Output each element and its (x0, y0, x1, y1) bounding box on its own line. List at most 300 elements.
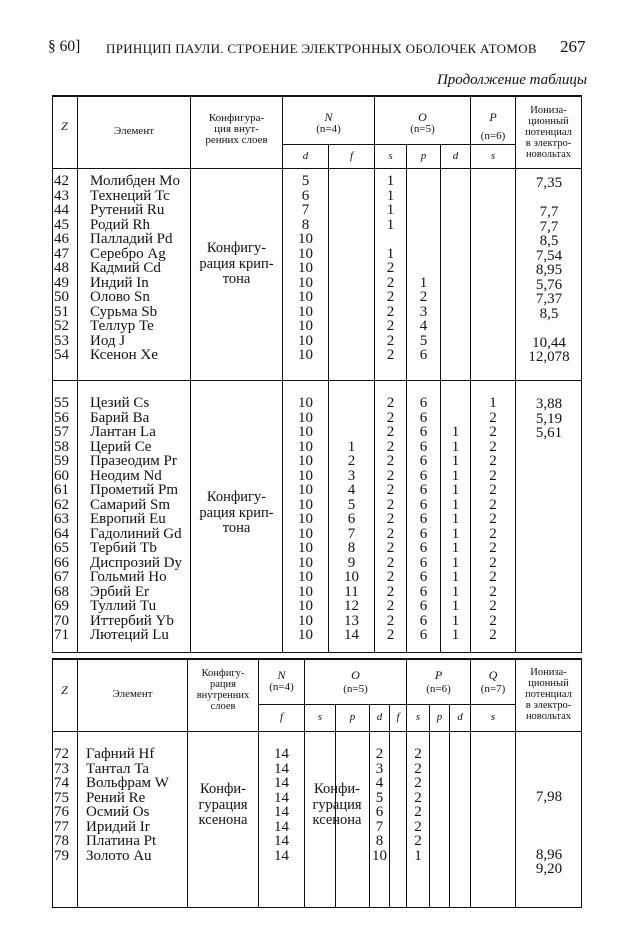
n-d-cell: 10 (298, 467, 313, 484)
o-d-cell: 1 (451, 598, 460, 614)
element-name-cell: Осмий Os (86, 804, 150, 820)
element-name-cell: Серебро Ag (90, 245, 166, 262)
t2-sub-s: s (317, 711, 323, 723)
n-f-cell: 13 (344, 612, 359, 629)
block2-ionization-column (520, 397, 578, 644)
o-d-cell: 1 (451, 612, 460, 629)
z-cell: 68 (54, 583, 69, 600)
t2-config-o: Конфи- гурация ксенона (312, 781, 362, 828)
ionization-cell: 5,76 (535, 276, 563, 293)
p-s-cell: 2 (414, 789, 422, 806)
t2-header-z: Z (61, 683, 68, 697)
z-cell: 73 (54, 760, 69, 777)
z-cell: 49 (54, 274, 69, 291)
p-s-cell: 2 (414, 833, 422, 849)
ionization-cell (520, 441, 578, 456)
n-d-cell: 10 (298, 482, 313, 498)
element-name-cell: Барий Ba (90, 409, 150, 426)
block1-ionization-column (520, 176, 578, 365)
t2-sub-s3: s (490, 711, 496, 723)
o-d-cell (441, 174, 470, 189)
n-f-cell: 4 (347, 482, 356, 498)
z-cell: 51 (54, 303, 69, 320)
p-s-cell (471, 247, 515, 262)
n-d-cell: 10 (298, 583, 313, 600)
o-s-cell: 2 (386, 525, 395, 542)
p-s-cell: 2 (489, 424, 497, 440)
o-p-cell: 1 (419, 274, 428, 291)
o-d-cell: 3 (375, 760, 384, 777)
n-d-cell: 10 (298, 303, 313, 320)
o-s-cell: 1 (386, 187, 395, 204)
o-s-cell: 2 (386, 409, 395, 426)
t2-sub-d: d (376, 711, 383, 723)
o-p-cell: 6 (419, 612, 428, 629)
o-d-cell (441, 247, 470, 262)
z-cell: 42 (54, 173, 69, 189)
o-s-cell: 1 (386, 245, 395, 262)
o-s-cell: 2 (386, 332, 395, 349)
o-s-cell: 2 (386, 289, 395, 305)
t2-o-d-column (370, 747, 389, 863)
z-cell: 53 (54, 332, 69, 349)
page-number: 267 (560, 37, 586, 56)
z-cell: 78 (54, 833, 69, 849)
block2-n-d-column (283, 396, 328, 643)
header-element: Элемент (113, 125, 155, 137)
t2-sub-s2: s (415, 711, 421, 723)
o-p-cell: 6 (419, 409, 428, 426)
n-f-cell: 14 (274, 847, 289, 864)
p-s-cell (471, 261, 515, 276)
n-d-cell: 5 (301, 173, 310, 189)
n-d-cell: 10 (298, 438, 313, 455)
o-d-cell (441, 334, 470, 349)
o-p-cell: 4 (419, 318, 428, 334)
header-sub-d: d (302, 150, 309, 162)
block1-o-s-column (375, 174, 406, 363)
z-cell: 67 (54, 569, 69, 585)
z-cell: 71 (54, 627, 69, 643)
o-d-cell: 1 (451, 496, 460, 513)
ionization-cell: 7,35 (535, 175, 563, 191)
block1-config: Конфигу- рация крип- тона (199, 240, 274, 287)
header-ionization: Иониза- ционный потенциал в электро- новольтах (525, 105, 572, 160)
n-d-cell: 10 (298, 274, 313, 291)
o-d-cell: 8 (375, 833, 384, 849)
n-f-cell: 1 (347, 438, 356, 455)
p-s-cell: 2 (489, 554, 497, 571)
t2-header-ionization: Иониза- ционный потенциал в электро- новольтах (525, 667, 572, 722)
element-name-cell: Олово Sn (90, 289, 150, 305)
n-d-cell: 10 (298, 511, 313, 527)
element-name-cell: Европий Eu (90, 511, 166, 527)
z-cell: 55 (54, 395, 69, 411)
o-d-cell: 1 (451, 627, 460, 643)
n-f-cell: 9 (347, 554, 356, 571)
o-p-cell: 6 (419, 453, 428, 469)
o-s-cell: 2 (386, 260, 395, 276)
ionization-cell: 8,5 (539, 305, 559, 322)
n-f-cell (329, 218, 374, 233)
o-s-cell: 2 (386, 612, 395, 629)
block1-element-column (90, 174, 180, 363)
block2-o-p-column (407, 396, 440, 643)
z-cell: 70 (54, 612, 69, 629)
o-d-cell: 1 (451, 424, 460, 440)
n-f-cell (329, 290, 374, 305)
p-s-cell: 2 (414, 775, 422, 791)
o-p-cell: 6 (419, 554, 428, 571)
t2-header-p-shell: P (434, 668, 443, 682)
ionization-cell: 5,19 (535, 410, 563, 427)
p-s-cell: 2 (489, 409, 497, 426)
p-s-cell: 2 (414, 760, 422, 777)
element-name-cell: Родий Rh (90, 216, 150, 233)
z-cell: 76 (54, 804, 69, 820)
ionization-cell: 7,37 (535, 291, 563, 307)
element-name-cell: Гольмий Ho (90, 569, 167, 585)
p-s-cell (471, 232, 515, 247)
o-s-cell: 2 (386, 395, 395, 411)
t2-header-n-value: (n=4) (269, 681, 294, 693)
o-p-cell: 6 (419, 511, 428, 527)
element-name-cell: Тантал Ta (86, 760, 150, 777)
o-p-cell: 6 (419, 540, 428, 556)
p-s-cell: 2 (489, 583, 497, 600)
header-sub-f: f (349, 150, 354, 162)
o-s-cell: 2 (386, 453, 395, 469)
t2-sub-p2: p (436, 711, 443, 723)
element-name-cell: Золото Au (86, 847, 152, 864)
block1-o-d-column (441, 174, 470, 363)
ionization-cell: 5,61 (535, 425, 563, 441)
n-f-cell: 12 (344, 598, 359, 614)
o-d-cell (441, 232, 470, 247)
block2-p-s-column (471, 396, 515, 643)
element-name-cell: Индий In (90, 274, 149, 291)
z-cell: 50 (54, 289, 69, 305)
p-s-cell: 2 (489, 482, 497, 498)
p-s-cell: 2 (489, 496, 497, 513)
n-f-cell (329, 425, 374, 440)
o-d-cell (441, 276, 470, 291)
p-s-cell (471, 189, 515, 204)
n-f-cell (329, 411, 374, 426)
o-p-cell: 3 (419, 303, 428, 320)
o-p-cell: 6 (419, 438, 428, 455)
ionization-cell (520, 191, 578, 206)
o-s-cell: 1 (386, 216, 395, 233)
t2-header-q-shell: Q (488, 668, 498, 682)
ionization-cell (520, 321, 578, 336)
element-name-cell: Гадолиний Gd (90, 525, 182, 542)
o-d-cell (441, 261, 470, 276)
n-d-cell: 10 (298, 318, 313, 334)
header-config: Конфигура- ция внут- ренних слоев (205, 112, 268, 146)
element-name-cell: Цезий Cs (90, 395, 150, 411)
z-cell: 45 (54, 216, 69, 233)
p-s-cell: 2 (489, 467, 497, 484)
o-s-cell: 2 (386, 482, 395, 498)
ionization-cell (520, 775, 578, 790)
n-f-cell (329, 396, 374, 411)
z-cell: 64 (54, 525, 69, 542)
element-name-cell: Лантан La (90, 424, 156, 440)
o-d-cell (441, 305, 470, 320)
n-f-cell: 14 (274, 804, 289, 820)
n-f-cell: 14 (274, 760, 289, 777)
n-f-cell: 14 (274, 818, 289, 835)
o-p-cell: 6 (419, 583, 428, 600)
p-s-cell (471, 203, 515, 218)
o-d-cell: 1 (451, 467, 460, 484)
n-d-cell: 10 (298, 554, 313, 571)
element-name-cell: Кадмий Cd (90, 260, 161, 276)
header-sub-p: p (420, 150, 427, 162)
o-s-cell: 2 (386, 274, 395, 291)
o-d-cell: 1 (451, 540, 460, 556)
t2-header-element: Элемент (112, 688, 153, 700)
o-p-cell: 6 (419, 525, 428, 542)
z-cell: 63 (54, 511, 69, 527)
o-d-cell: 4 (375, 775, 384, 791)
o-d-cell: 7 (375, 818, 384, 835)
o-d-cell (441, 348, 470, 363)
n-f-cell (329, 305, 374, 320)
n-f-cell: 11 (344, 583, 359, 600)
t2-header-o-shell: O (351, 668, 360, 682)
ionization-cell (520, 629, 578, 644)
o-d-cell (441, 411, 470, 426)
ionization-cell (520, 528, 578, 543)
element-name-cell: Вольфрам W (86, 775, 169, 791)
t2-config-inner: Конфи- гурация ксенона (198, 781, 248, 828)
p-s-cell (471, 218, 515, 233)
n-d-cell: 10 (298, 598, 313, 614)
ionization-cell (520, 615, 578, 630)
n-d-cell: 8 (301, 216, 310, 233)
t2-header-p-value: (n=6) (426, 683, 451, 695)
t2-sub-f: f (279, 711, 284, 723)
ionization-cell (520, 819, 578, 834)
element-name-cell: Эрбий Er (90, 583, 149, 600)
element-name-cell: Церий Ce (90, 438, 152, 455)
n-d-cell: 10 (298, 525, 313, 542)
p-s-cell (471, 276, 515, 291)
n-f-cell: 6 (347, 511, 356, 527)
ionization-cell (520, 484, 578, 499)
o-p-cell: 6 (419, 627, 428, 643)
o-s-cell: 2 (386, 569, 395, 585)
block2-element-column (90, 396, 182, 643)
o-d-cell: 1 (451, 554, 460, 571)
o-d-cell: 2 (375, 746, 384, 762)
z-cell: 66 (54, 554, 69, 571)
n-f-cell (329, 334, 374, 349)
t2-z-column (54, 747, 76, 863)
p-s-cell: 2 (414, 746, 422, 762)
p-s-cell (471, 290, 515, 305)
o-d-cell (441, 189, 470, 204)
z-cell: 44 (54, 202, 69, 218)
o-p-cell: 5 (419, 332, 428, 349)
p-s-cell: 2 (414, 818, 422, 835)
continuation-label: Продолжение таблицы (436, 72, 587, 88)
z-cell: 52 (54, 318, 69, 334)
element-name-cell: Сурьма Sb (90, 303, 158, 320)
z-cell: 43 (54, 187, 69, 204)
z-cell: 56 (54, 409, 69, 426)
o-d-cell (441, 203, 470, 218)
z-cell: 59 (54, 453, 69, 469)
header-z: Z (61, 119, 68, 133)
n-f-cell: 10 (344, 569, 359, 585)
p-s-cell: 2 (489, 598, 497, 614)
p-s-cell: 2 (489, 453, 497, 469)
o-p-cell (407, 261, 440, 276)
n-d-cell: 10 (298, 627, 313, 643)
n-d-cell: 10 (298, 424, 313, 440)
o-d-cell: 1 (451, 525, 460, 542)
p-s-cell: 2 (489, 438, 497, 455)
p-s-cell (471, 348, 515, 363)
o-s-cell: 2 (386, 583, 395, 600)
element-name-cell: Лютеций Lu (90, 627, 169, 643)
t2-n-f-column (259, 747, 304, 863)
ionization-cell: 8,5 (539, 233, 559, 249)
o-d-cell: 10 (372, 847, 387, 864)
p-s-cell (471, 174, 515, 189)
o-p-cell (407, 218, 440, 233)
ionization-cell: 7,7 (539, 204, 559, 220)
z-cell: 47 (54, 245, 69, 262)
o-s-cell: 2 (386, 438, 395, 455)
block1-o-p-column (407, 174, 440, 363)
header-sub-s2: s (490, 150, 496, 162)
element-name-cell: Гафний Hf (86, 746, 155, 762)
n-d-cell: 10 (298, 496, 313, 513)
header-n-value: (n=4) (316, 123, 341, 135)
o-s-cell: 1 (386, 202, 395, 218)
z-cell: 75 (54, 789, 69, 806)
n-f-cell (329, 203, 374, 218)
t2-header-q-value: (n=7) (480, 683, 506, 695)
n-f-cell: 5 (347, 496, 356, 513)
element-name-cell: Иод J (90, 332, 126, 349)
block2-z-column (54, 396, 76, 643)
o-p-cell: 6 (419, 482, 428, 498)
ionization-cell: 7,98 (535, 788, 563, 805)
header-sub-d2: d (452, 150, 459, 162)
n-d-cell: 10 (298, 395, 313, 411)
o-d-cell: 1 (451, 569, 460, 585)
p-s-cell: 1 (414, 847, 422, 864)
o-d-cell (441, 290, 470, 305)
n-f-cell (329, 247, 374, 262)
ionization-cell: 8,96 (535, 846, 563, 863)
ionization-cell (520, 513, 578, 528)
z-cell: 62 (54, 496, 69, 513)
n-d-cell: 10 (298, 453, 313, 469)
z-cell: 74 (54, 775, 69, 791)
o-d-cell: 1 (451, 438, 460, 455)
z-cell: 48 (54, 260, 69, 276)
o-d-cell (441, 218, 470, 233)
n-d-cell: 10 (298, 332, 313, 349)
o-s-cell: 2 (386, 627, 395, 643)
t2-sub-d3: d (457, 711, 463, 723)
p-s-cell (471, 305, 515, 320)
element-name-cell: Рутений Ru (90, 202, 165, 218)
z-cell: 58 (54, 438, 69, 455)
t2-header-o-value: (n=5) (343, 683, 368, 695)
o-d-cell: 1 (451, 511, 460, 527)
o-s-cell: 2 (386, 467, 395, 484)
element-name-cell: Молибден Mo (90, 173, 180, 189)
n-f-cell: 8 (347, 540, 356, 556)
o-p-cell: 2 (419, 289, 428, 305)
element-name-cell: Прометий Pm (90, 482, 179, 498)
element-name-cell: Ксенон Xe (90, 347, 158, 363)
element-name-cell: Туллий Tu (90, 598, 157, 614)
n-f-cell: 14 (274, 775, 289, 791)
ionization-cell (520, 833, 578, 848)
header-o-value: (n=5) (410, 123, 435, 135)
z-cell: 69 (54, 598, 69, 614)
o-p-cell: 6 (419, 424, 428, 440)
o-d-cell: 1 (451, 482, 460, 498)
ionization-cell: 7,54 (535, 247, 563, 264)
section-number: § 60] (48, 38, 81, 55)
n-f-cell (329, 174, 374, 189)
z-cell: 79 (54, 847, 69, 864)
o-p-cell: 6 (419, 395, 428, 411)
header-p-shell: P (489, 110, 497, 124)
t2-sub-f2: f (396, 711, 400, 723)
o-s-cell: 2 (386, 318, 395, 334)
p-s-cell: 2 (489, 569, 497, 585)
block2-o-d-column (441, 396, 470, 643)
ionization-cell (520, 761, 578, 776)
n-f-cell: 2 (347, 453, 356, 469)
o-s-cell (375, 232, 406, 247)
n-f-cell (329, 276, 374, 291)
n-f-cell: 14 (274, 789, 289, 806)
t2-sub-p: p (349, 711, 356, 723)
p-s-cell: 2 (489, 540, 497, 556)
o-p-cell: 6 (419, 569, 428, 585)
element-name-cell: Теллур Te (90, 318, 154, 334)
o-p-cell (407, 189, 440, 204)
n-d-cell: 10 (298, 347, 313, 363)
z-cell: 57 (54, 424, 69, 440)
n-d-cell: 10 (298, 260, 313, 276)
z-cell: 60 (54, 467, 69, 484)
z-cell: 72 (54, 746, 69, 762)
n-f-cell: 14 (274, 833, 289, 849)
header-n-shell: N (324, 110, 333, 124)
element-name-cell: Палладий Pd (90, 231, 173, 247)
p-s-cell: 2 (489, 511, 497, 527)
ionization-cell: 8,95 (535, 262, 563, 278)
o-d-cell: 1 (451, 583, 460, 600)
n-f-cell (329, 261, 374, 276)
p-s-cell: 1 (489, 395, 497, 411)
n-d-cell: 10 (298, 289, 313, 305)
element-name-cell: Иттербий Yb (90, 612, 174, 629)
p-s-cell: 2 (414, 804, 422, 820)
